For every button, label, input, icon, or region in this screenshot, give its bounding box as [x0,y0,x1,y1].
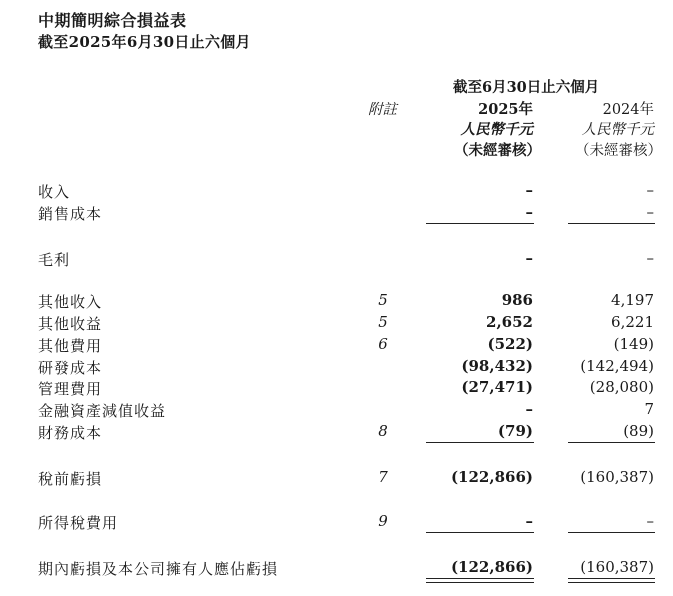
row-label-other-income: 其他收入 [38,293,103,311]
unit-2025-header: 人民幣千元 [460,121,533,138]
row-label-finance-costs: 財務成本 [38,424,103,442]
subtotal-rule-2024 [568,442,655,443]
value-2025-income-tax: – [525,512,533,530]
subtotal-rule-2025 [426,223,534,224]
value-2025-loss-for-period: (122,866) [450,558,533,576]
value-2024-gross-profit: – [646,249,654,267]
value-2024-rd-costs: (142,494) [580,357,654,375]
note-income-tax: 9 [378,512,388,530]
value-2025-admin-expenses: (27,471) [461,378,533,396]
value-2024-loss-before-tax: (160,387) [580,468,654,486]
value-2025-loss-before-tax: (122,866) [450,468,533,486]
value-2024-other-gains: 6,221 [611,313,654,331]
value-2025-other-gains: 2,652 [486,313,533,331]
unit-2024-header: 人民幣千元 [581,122,654,138]
note-loss-before-tax: 7 [378,468,388,486]
subtotal-rule-2025 [426,532,534,533]
year-2024-header: 2024年 [602,102,654,118]
value-2024-other-expenses: (149) [613,335,654,353]
subtotal-rule-2024 [568,532,655,533]
audit-2025-header: （未經審核） [454,142,541,159]
row-label-other-gains: 其他收益 [38,315,103,333]
note-other-income: 5 [378,291,388,309]
value-2024-impairment-gain: 7 [644,400,654,418]
value-2024-finance-costs: (89) [623,422,654,440]
audit-2024-header: （未經審核） [575,143,662,159]
value-2025-other-income: 986 [501,291,533,309]
period-header: 截至6月30日止六個月 [453,79,600,96]
subtotal-rule-2024 [568,223,655,224]
subtotal-rule-2025 [426,442,534,443]
total-double-rule-2025 [426,578,534,583]
value-2025-other-expenses: (522) [487,335,533,353]
row-label-income-tax: 所得稅費用 [38,514,119,532]
value-2025-impairment-gain: – [525,400,533,418]
value-2025-cost-of-sales: – [525,203,533,221]
note-column-header: 附註 [368,102,397,118]
note-other-gains: 5 [378,313,388,331]
value-2024-loss-for-period: (160,387) [580,558,654,576]
value-2025-revenue: – [525,181,533,199]
row-label-cost-of-sales: 銷售成本 [38,205,103,223]
row-label-loss-before-tax: 稅前虧損 [38,470,103,488]
row-label-gross-profit: 毛利 [38,251,71,269]
year-2025-header: 2025年 [478,101,533,118]
statement-title: 中期簡明綜合損益表 [38,11,187,30]
value-2024-revenue: – [646,181,654,199]
value-2024-cost-of-sales: – [646,203,654,221]
row-label-revenue: 收入 [38,183,71,201]
value-2024-income-tax: – [646,512,654,530]
total-double-rule-2024 [568,578,655,583]
value-2024-other-income: 4,197 [611,291,654,309]
row-label-impairment-gain: 金融資產減值收益 [38,402,167,420]
value-2025-rd-costs: (98,432) [461,357,533,375]
row-label-loss-for-period: 期內虧損及本公司擁有人應佔虧損 [38,560,279,578]
value-2025-finance-costs: (79) [497,422,533,440]
row-label-other-expenses: 其他費用 [38,337,103,355]
note-finance-costs: 8 [378,422,388,440]
row-label-admin-expenses: 管理費用 [38,380,103,398]
note-other-expenses: 6 [378,335,388,353]
value-2025-gross-profit: – [525,249,533,267]
value-2024-admin-expenses: (28,080) [589,378,654,396]
statement-period-subtitle: 截至2025年6月30日止六個月 [38,33,251,51]
row-label-rd-costs: 研發成本 [38,359,103,377]
